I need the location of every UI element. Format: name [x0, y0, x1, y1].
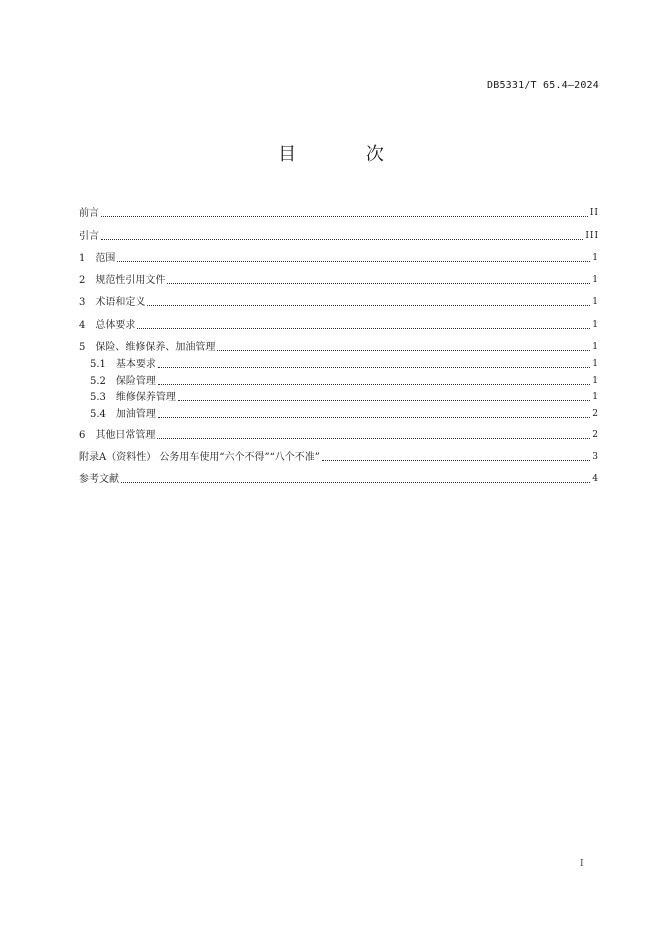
- toc-entry-label: 保险、维修保养、加油管理: [95, 342, 216, 354]
- toc-entry-terms-definitions[interactable]: [79, 289, 599, 311]
- toc-entry-foreword[interactable]: [79, 200, 599, 222]
- toc-page-number: 1: [592, 342, 599, 353]
- toc-leader: [147, 305, 590, 306]
- toc-entry-basic-requirements[interactable]: [79, 356, 599, 373]
- toc-entry-label: 前言: [79, 208, 99, 220]
- toc-leader: [121, 482, 590, 483]
- toc-entry-number: 5.4: [90, 409, 106, 421]
- toc-entry-number: 6: [79, 429, 86, 441]
- toc-page-number: 3: [592, 452, 599, 463]
- toc-page-number: 1: [592, 252, 599, 263]
- toc-leader: [101, 239, 583, 240]
- toc-page-number: 1: [592, 319, 599, 330]
- toc-page-number: II: [589, 208, 599, 219]
- toc-leader: [322, 460, 590, 461]
- toc-entry-label: 附录A（资料性） 公务用车使用“六个不得”“八个不准”: [79, 452, 320, 464]
- toc-page-number: 1: [592, 358, 599, 369]
- toc-entry-fuel-management[interactable]: [79, 406, 599, 423]
- toc-page-number: 1: [592, 375, 599, 386]
- toc-entry-introduction[interactable]: [79, 222, 599, 244]
- toc-entry-other-daily-management[interactable]: [79, 423, 599, 444]
- toc-entry-number: 4: [79, 319, 86, 331]
- toc-entry-scope[interactable]: [79, 245, 599, 267]
- toc-entry-label: 其他日常管理: [95, 429, 156, 441]
- toc-entry-number: 5.1: [90, 358, 106, 370]
- toc-page-number: III: [585, 230, 599, 241]
- toc-leader: [217, 350, 590, 351]
- toc-entry-label: 规范性引用文件: [95, 275, 166, 287]
- toc-leader: [178, 400, 590, 401]
- toc-leader: [167, 283, 590, 284]
- toc-leader: [101, 216, 588, 217]
- toc-entry-insurance-maintenance-fuel[interactable]: [79, 334, 599, 356]
- toc-entry-label: 范围: [95, 252, 116, 264]
- toc-entry-number: 1: [79, 252, 86, 264]
- toc-entry-label: 引言: [79, 230, 99, 242]
- toc-entry-bibliography[interactable]: [79, 466, 599, 488]
- toc-page-number: 2: [592, 429, 599, 440]
- page-title: 目 次: [278, 144, 416, 165]
- toc-page-number: 1: [592, 297, 599, 308]
- table-of-contents: [79, 200, 599, 488]
- toc-entry-label: 保险管理: [115, 375, 156, 387]
- toc-page-number: 1: [592, 392, 599, 403]
- toc-entry-label: 总体要求: [95, 319, 136, 331]
- toc-entry-number: 2: [79, 275, 86, 287]
- toc-page-number: 2: [592, 409, 599, 420]
- toc-leader: [158, 417, 590, 418]
- toc-entry-number: 3: [79, 297, 86, 309]
- toc-leader: [157, 438, 590, 439]
- toc-entry-number: 5: [79, 342, 86, 354]
- toc-entry-general-requirements[interactable]: [79, 311, 599, 333]
- toc-entry-label: 维修保养管理: [115, 392, 176, 404]
- toc-leader: [117, 261, 590, 262]
- toc-entry-label: 术语和定义: [95, 297, 146, 309]
- toc-entry-maintenance-management[interactable]: [79, 390, 599, 407]
- toc-leader: [158, 384, 590, 385]
- document-code: DB5331/T 65.4—2024: [487, 80, 599, 91]
- toc-entry-label: 加油管理: [115, 409, 156, 421]
- toc-page-number: 4: [592, 474, 599, 485]
- toc-page-number: 1: [592, 275, 599, 286]
- toc-entry-appendix-a[interactable]: [79, 444, 599, 466]
- toc-leader: [158, 367, 590, 368]
- toc-entry-label: 参考文献: [79, 474, 119, 486]
- toc-leader: [137, 328, 590, 329]
- page-number: I: [580, 859, 584, 869]
- toc-entry-number: 5.2: [90, 375, 106, 387]
- toc-entry-normative-references[interactable]: [79, 267, 599, 289]
- toc-entry-insurance-management[interactable]: [79, 373, 599, 390]
- toc-entry-number: 5.3: [90, 392, 106, 404]
- toc-entry-label: 基本要求: [115, 358, 156, 370]
